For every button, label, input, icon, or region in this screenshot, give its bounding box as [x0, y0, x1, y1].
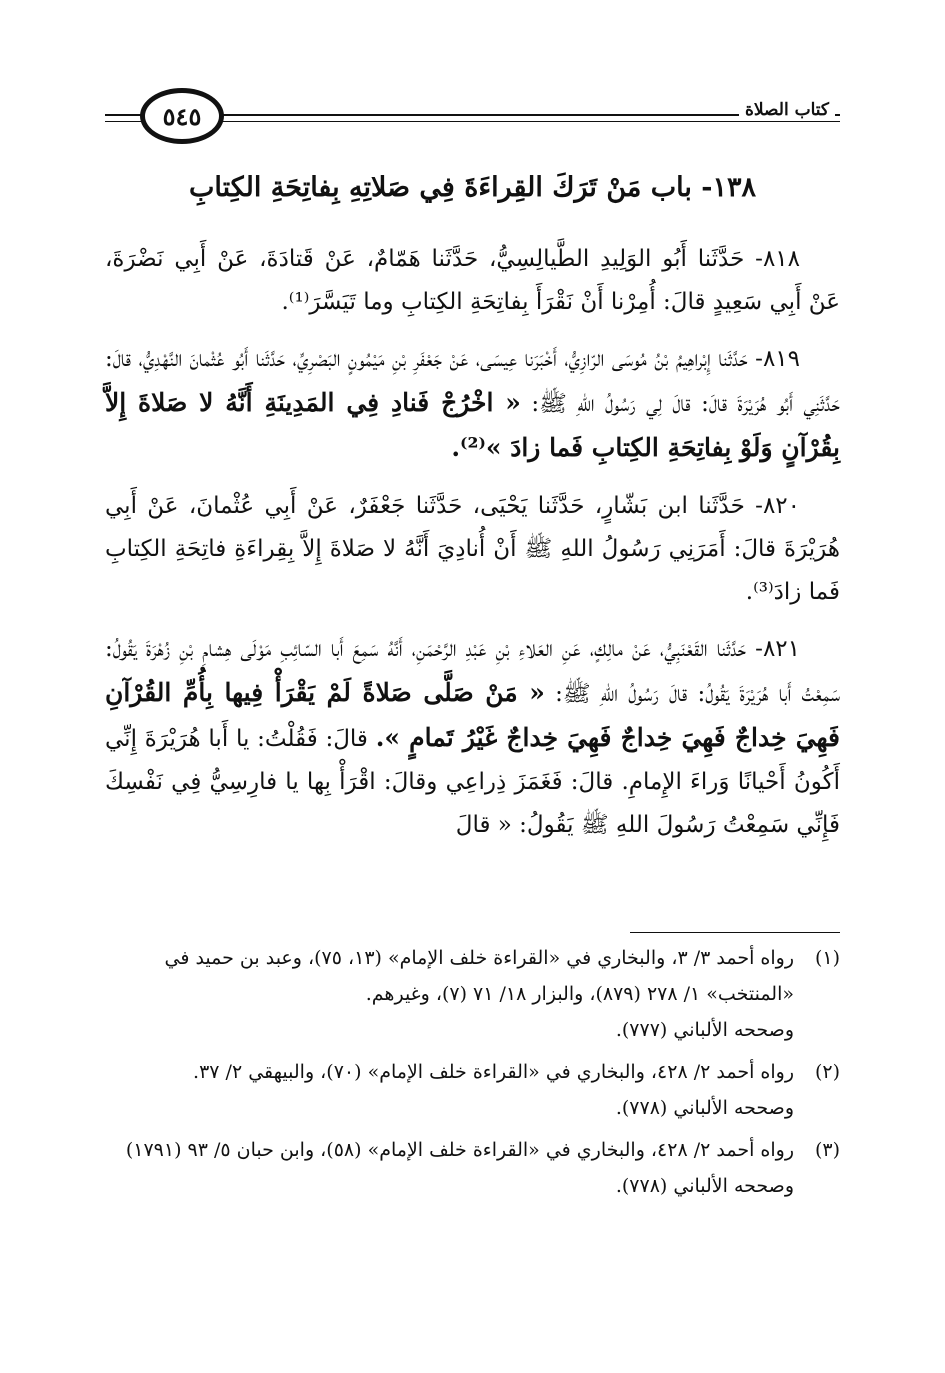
footnote-2: [105, 1054, 840, 1126]
footnote-line: رواه أحمد ٢/ ٤٢٨، والبخاري في «القراءة خلف الإمام» (٥٨)، وابن حبان ٥/ ٩٣ (١٧٩١): [125, 1139, 794, 1161]
hadith-text: ٨١٩- حَدَّثَنا إِبْراهِيمُ بْنُ مُوسَى الرّازِيُّ، أَخْبَرَنا عِيسَى، عَنْ جَعْفَرِ بْنِ مَيْمُونٍ البَصْرِيِّ، حَدَّثَنا أَبُو عُثْمانَ النَّهْدِيُّ، قالَ: حَدَّثَنِي أَبُو هُرَيْرَةَ قالَ: قالَ لِي رَسُولُ اللهِ ﷺ:: [105, 346, 840, 417]
footnote-separator: [630, 932, 840, 933]
footnote-marker: (١): [814, 947, 840, 969]
hadith-818: [105, 238, 840, 324]
chapter-title: ١٣٨- باب مَنْ تَرَكَ القِراءَةَ فِي صَلاتِهِ بِفاتِحَةِ الكِتابِ: [188, 172, 757, 203]
hadith-819: [105, 338, 840, 471]
hadith-820: [105, 485, 840, 614]
footnote-line: رواه أحمد ٣/ ٣، والبخاري في «القراءة خلف الإمام» (١٣، ٧٥)، وعبد بن حميد في «المنتخب» ١/ ٢٧٨ (٨٧٩)، والبزار ١٨/ ٧١ (٧)، وغيرهم.: [164, 947, 794, 1005]
hadith-text: ٨٢١- حَدَّثَنا القَعْنَبِيُّ، عَنْ مالِكٍ، عَنِ العَلاءِ بْنِ عَبْدِ الرَّحْمَنِ، أَنَّهُ سَمِعَ أَبا السّائِبِ مَوْلَى هِشامِ بْنِ زُهْرَةَ يَقُولُ: سَمِعْتُ أَبا هُرَيْرَةَ يَقُولُ: قالَ رَسُولُ اللهِ ﷺ:: [105, 636, 841, 707]
hadith-quote: « مَنْ صَلَّى صَلاةً لَمْ يَقْرَأْ فِيها بِأُمِّ القُرْآنِ فَهِيَ خِداجٌ فَهِيَ خِداجٌ فَهِيَ خِداجٌ غَيْرُ تَمامٍ ».: [105, 678, 841, 752]
footnote-line: وصححه الألباني (٧٧٨).: [615, 1175, 794, 1197]
footnote-marker: (٣): [814, 1139, 840, 1161]
hadith-text: ٨٢٠- حَدَّثَنا ابن بَشّارٍ، حَدَّثَنا يَحْيَى، حَدَّثَنا جَعْفَرٌ، عَنْ أَبِي عُثْمانَ، عَنْ أَبِي هُرَيْرَةَ قالَ: أَمَرَنِي رَسُولُ اللهِ ﷺ أَنْ أُنادِيَ أَنَّهُ لا صَلاةَ إِلاَّ بِقِراءَةِ فاتِحَةِ الكِتابِ فَما زادَ⁽³⁾.: [105, 493, 840, 605]
footnote-line: وصححه الألباني (٧٧٨).: [615, 1097, 794, 1119]
footnote-3: [105, 1132, 840, 1204]
main-text: [105, 238, 840, 861]
running-title: كتاب الصلاة: [739, 100, 835, 120]
footnote-marker: (٢): [814, 1061, 840, 1083]
footnotes: [105, 940, 840, 1210]
footnote-line: وصححه الألباني (٧٧٧).: [615, 1019, 794, 1041]
footnote-1: [105, 940, 840, 1048]
footnote-line: رواه أحمد ٢/ ٤٢٨، والبخاري في «القراءة خلف الإمام» (٧٠)، والبيهقي ٢/ ٣٧.: [193, 1061, 794, 1083]
hadith-821: [105, 628, 840, 847]
page-number-badge: [140, 88, 224, 144]
page-number: ٥٤٥: [162, 101, 202, 131]
hadith-text-continued: قالَ: فَقُلْتُ: يا أَبا هُرَيْرَةَ إِنِّي أَكُونُ أَحْيانًا وَراءَ الإِمامِ. قالَ: فَغَمَزَ ذِراعِي وقالَ: اقْرَأْ بِها يا فارِسِيُّ فِي نَفْسِكَ فَإِنِّي سَمِعْتُ رَسُولَ اللهِ ﷺ يَقُولُ: « قالَ: [105, 726, 840, 838]
hadith-text: ٨١٨- حَدَّثَنا أَبُو الوَلِيدِ الطَّيالِسِيُّ، حَدَّثَنا هَمّامٌ، عَنْ قَتادَةَ، عَنْ أَبِي نَضْرَةَ، عَنْ أَبِي سَعِيدٍ قالَ: أُمِرْنا أَنْ نَقْرَأَ بِفاتِحَةِ الكِتابِ وما تَيَسَّرَ⁽¹⁾.: [105, 246, 840, 315]
hadith-quote: « اخْرُجْ فَنادِ فِي المَدِينَةِ أَنَّهُ لا صَلاةَ إِلاَّ بِقُرْآنٍ وَلَوْ بِفاتِحَةِ الكِتابِ فَما زادَ »⁽²⁾.: [105, 388, 840, 462]
